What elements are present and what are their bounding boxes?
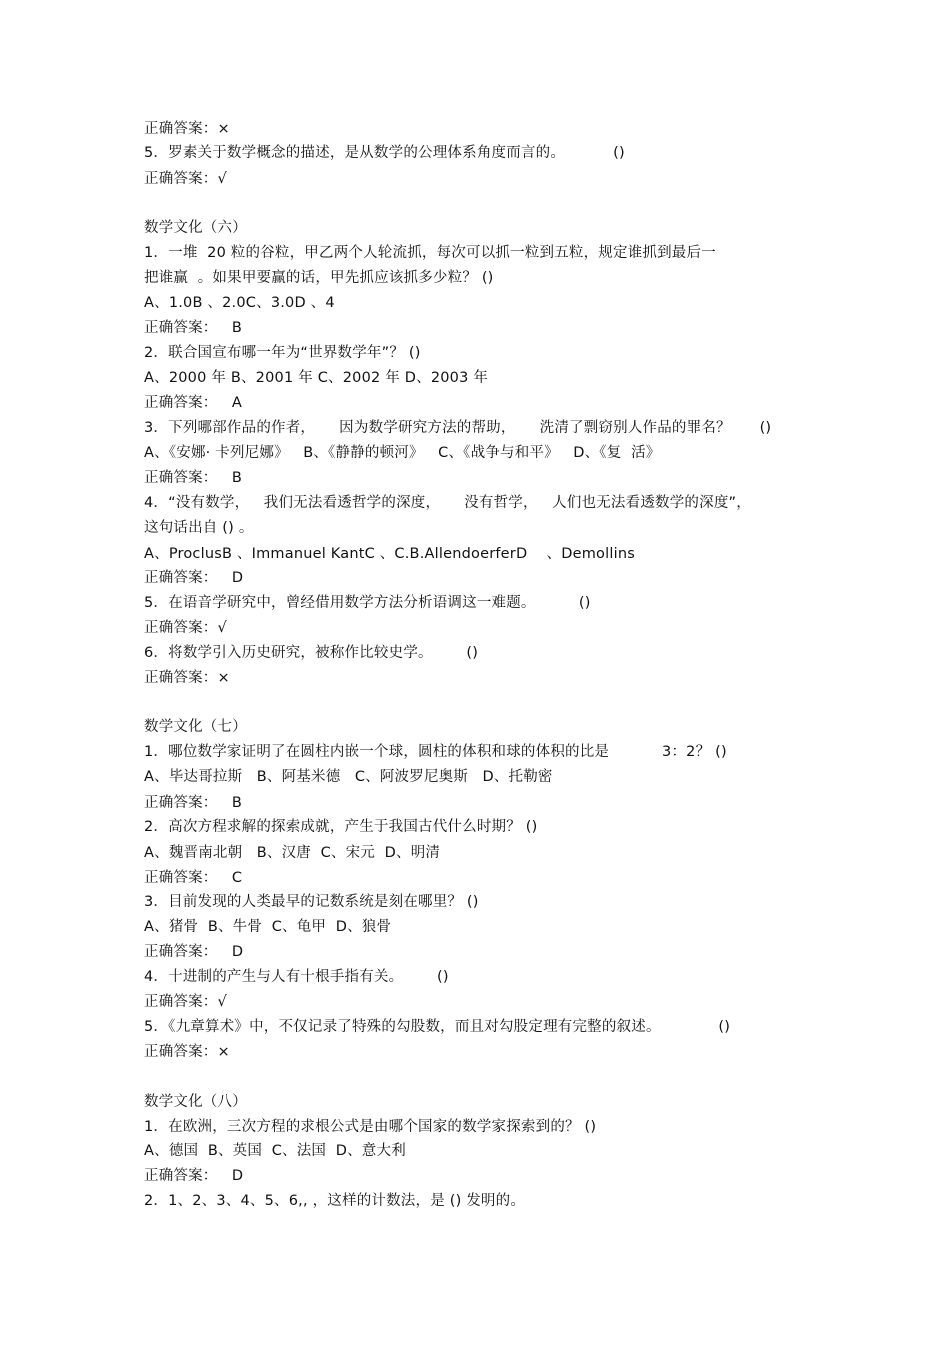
- answer-line: 正确答案：×: [144, 1044, 230, 1060]
- question-line: 4．“没有数学， 我们无法看透哲学的深度， 没有哲学， 人们也无法看透数学的深度”，: [144, 495, 751, 511]
- section-heading: 数学文化（七）: [144, 719, 247, 735]
- question-line: 5．《九章算术》中，不仅记录了特殊的勾股数，而且对勾股定理有完整的叙述。 (): [144, 1019, 731, 1035]
- answer-line: 正确答案：×: [144, 121, 230, 137]
- question-line: 这句话出自 () 。: [144, 520, 254, 536]
- options-line: A、2000 年 B、2001 年 C、2002 年 D、2003 年: [144, 370, 489, 386]
- question-line: 6．将数学引入历史研究，被称作比较史学。 (): [144, 645, 479, 661]
- answer-line: 正确答案： B: [144, 470, 243, 486]
- options-line: A、德国 B、英国 C、法国 D、意大利: [144, 1143, 406, 1159]
- section-heading: 数学文化（八）: [144, 1094, 247, 1110]
- question-line: 2．联合国宣布哪一年为“世界数学年”？ (): [144, 345, 421, 361]
- answer-line: 正确答案： D: [144, 944, 244, 960]
- question-line: 2．1、2、3、4、5、6,, ，这样的计数法，是 () 发明的。: [144, 1193, 526, 1209]
- answer-line: 正确答案： B: [144, 320, 243, 336]
- options-line: A、ProclusB 、Immanuel KantC 、C.B.AllendoerferD 、Demollins: [144, 546, 635, 562]
- options-line: A、1.0B 、2.0C、3.0D 、4: [144, 295, 335, 311]
- question-line: 3．下列哪部作品的作者， 因为数学研究方法的帮助， 洗清了剽窃别人作品的罪名？ (): [144, 420, 772, 436]
- question-line: 把谁赢 。如果甲要赢的话，甲先抓应该抓多少粒？ (): [144, 270, 494, 286]
- question-line: 1．一堆 20 粒的谷粒，甲乙两个人轮流抓，每次可以抓一粒到五粒，规定谁抓到最后一: [144, 245, 716, 261]
- answer-line: 正确答案： C: [144, 870, 243, 886]
- answer-line: 正确答案：√: [144, 994, 227, 1010]
- answer-line: 正确答案： B: [144, 795, 243, 811]
- options-line: A、毕达哥拉斯 B、阿基米德 C、阿波罗尼奥斯 D、托勒密: [144, 769, 553, 785]
- answer-line: 正确答案： D: [144, 1168, 244, 1184]
- options-line: A、魏晋南北朝 B、汉唐 C、宋元 D、明清: [144, 845, 441, 861]
- question-line: 1．在欧洲，三次方程的求根公式是由哪个国家的数学家探索到的？ (): [144, 1119, 597, 1135]
- question-line: 5．罗素关于数学概念的描述，是从数学的公理体系角度而言的。 (): [144, 145, 625, 161]
- answer-line: 正确答案：×: [144, 670, 230, 686]
- question-line: 4．十进制的产生与人有十根手指有关。 (): [144, 969, 449, 985]
- answer-line: 正确答案： A: [144, 395, 243, 411]
- answer-line: 正确答案：√: [144, 620, 227, 636]
- question-line: 2．高次方程求解的探索成就，产生于我国古代什么时期？ (): [144, 819, 538, 835]
- question-line: 5．在语音学研究中，曾经借用数学方法分析语调这一难题。 (): [144, 595, 591, 611]
- section-heading: 数学文化（六）: [144, 220, 247, 236]
- question-line: 3．目前发现的人类最早的记数系统是刻在哪里？ (): [144, 894, 479, 910]
- answer-line: 正确答案：√: [144, 171, 227, 187]
- options-line: A、《安娜· 卡列尼娜》 B、《静静的顿河》 C、《战争与和平》 D、《复 活》: [144, 445, 661, 461]
- question-line: 1．哪位数学家证明了在圆柱内嵌一个球，圆柱的体积和球的体积的比是 3：2？ (): [144, 744, 727, 760]
- options-line: A、猪骨 B、牛骨 C、龟甲 D、狼骨: [144, 919, 392, 935]
- answer-line: 正确答案： D: [144, 570, 244, 586]
